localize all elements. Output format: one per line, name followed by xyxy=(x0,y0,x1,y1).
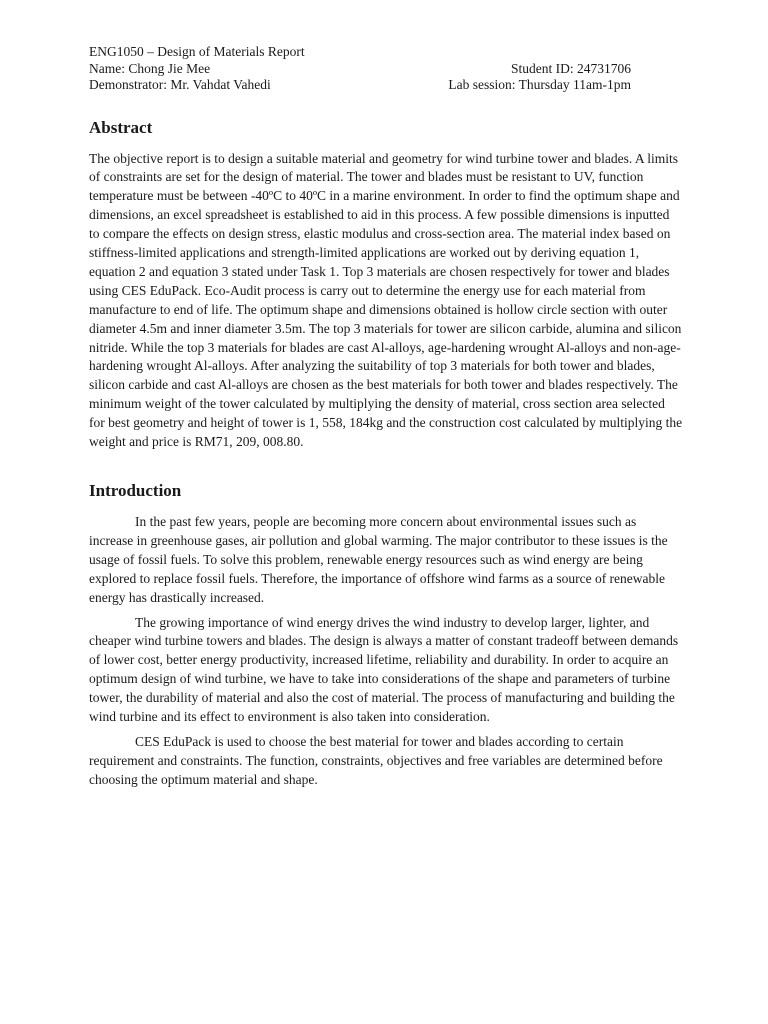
introduction-paragraph-3: CES EduPack is used to choose the best material for tower and blades according to certain requirement and constraints. The function, constraints, objectives and free variables are determined before choosing the optimum material and shape. xyxy=(89,733,663,787)
student-name: Name: Chong Jie Mee xyxy=(89,60,211,76)
abstract-paragraph: The objective report is to design a suitable material and geometry for wind turbine tower and blades. A limits of constraints are set for the design of material. The tower and blades must be resistant to UV, function temperature must be between -40ºC to 40ºC in a marine environment. In order to find the optimum shape and dimensions, an excel spreadsheet is established to aid in this process. A few possible dimensions is inputted to compare the effects on design stress, elastic modulus and cross-section area. The material index based on stiffness-limited applications and strength-limited applications are worked out by deriving equation 1, equation 2 and equation 3 stated under Task 1. Top 3 materials are chosen respectively for tower and blades using CES EduPack. Eco-Audit process is carry out to determine the energy use for each material from manufacture to end of life. The optimum shape and dimensions obtained is hollow circle section with outer diameter 4.5m and inner diameter 3.5m. The top 3 materials for tower are silicon carbide, alumina and silicon nitride. While the top 3 materials for blades are cast Al-alloys, age-hardening wrought Al-alloys and non-age-hardening wrought Al-alloys. After analyzing the suitability of top 3 materials for both tower and blades, silicon carbide and cast Al-alloys are chosen as the best materials for both tower and blades respectively. The minimum weight of the tower calculated by multiplying the density of material, cross section area selected for best geometry and height of tower is 1, 558, 184kg and the construction cost calculated by multiplying the weight and price is RM71, 209, 008.80. xyxy=(89,150,683,450)
introduction-heading: Introduction xyxy=(89,481,182,500)
introduction-paragraph-1: In the past few years, people are becoming more concern about environmental issues such as increase in greenhouse gases, air pollution and global warming. The major contributor to these issues is the usage of fossil fuels. To solve this problem, renewable energy resources such as wind energy are being explored to replace fossil fuels. Therefore, the importance of offshore wind farms as a source of renewable energy has drastically increased. xyxy=(89,514,668,605)
header-row-demonstrator xyxy=(89,77,683,94)
lab-session: Lab session: Thursday 11am-1pm xyxy=(448,77,631,92)
report-header xyxy=(89,44,683,94)
header-row-name xyxy=(89,61,683,78)
document-page xyxy=(89,44,683,790)
course-line: ENG1050 – Design of Materials Report xyxy=(89,44,305,59)
demonstrator: Demonstrator: Mr. Vahdat Vahedi xyxy=(89,77,271,92)
introduction-paragraph-2: The growing importance of wind energy drives the wind industry to develop larger, lighter, and cheaper wind turbine towers and blades. The design is always a matter of constant tradeoff between demands of lower cost, better energy productivity, increased lifetime, reliability and durability. In order to acquire an optimum design of wind turbine, we have to take into considerations of the shape and parameters of turbine tower, the durability of material and also the cost of material. The process of manufacturing and building the wind turbine and its effect to environment is also taken into consideration. xyxy=(89,614,679,725)
abstract-heading: Abstract xyxy=(89,117,153,137)
student-id: Student ID: 24731706 xyxy=(511,60,631,76)
